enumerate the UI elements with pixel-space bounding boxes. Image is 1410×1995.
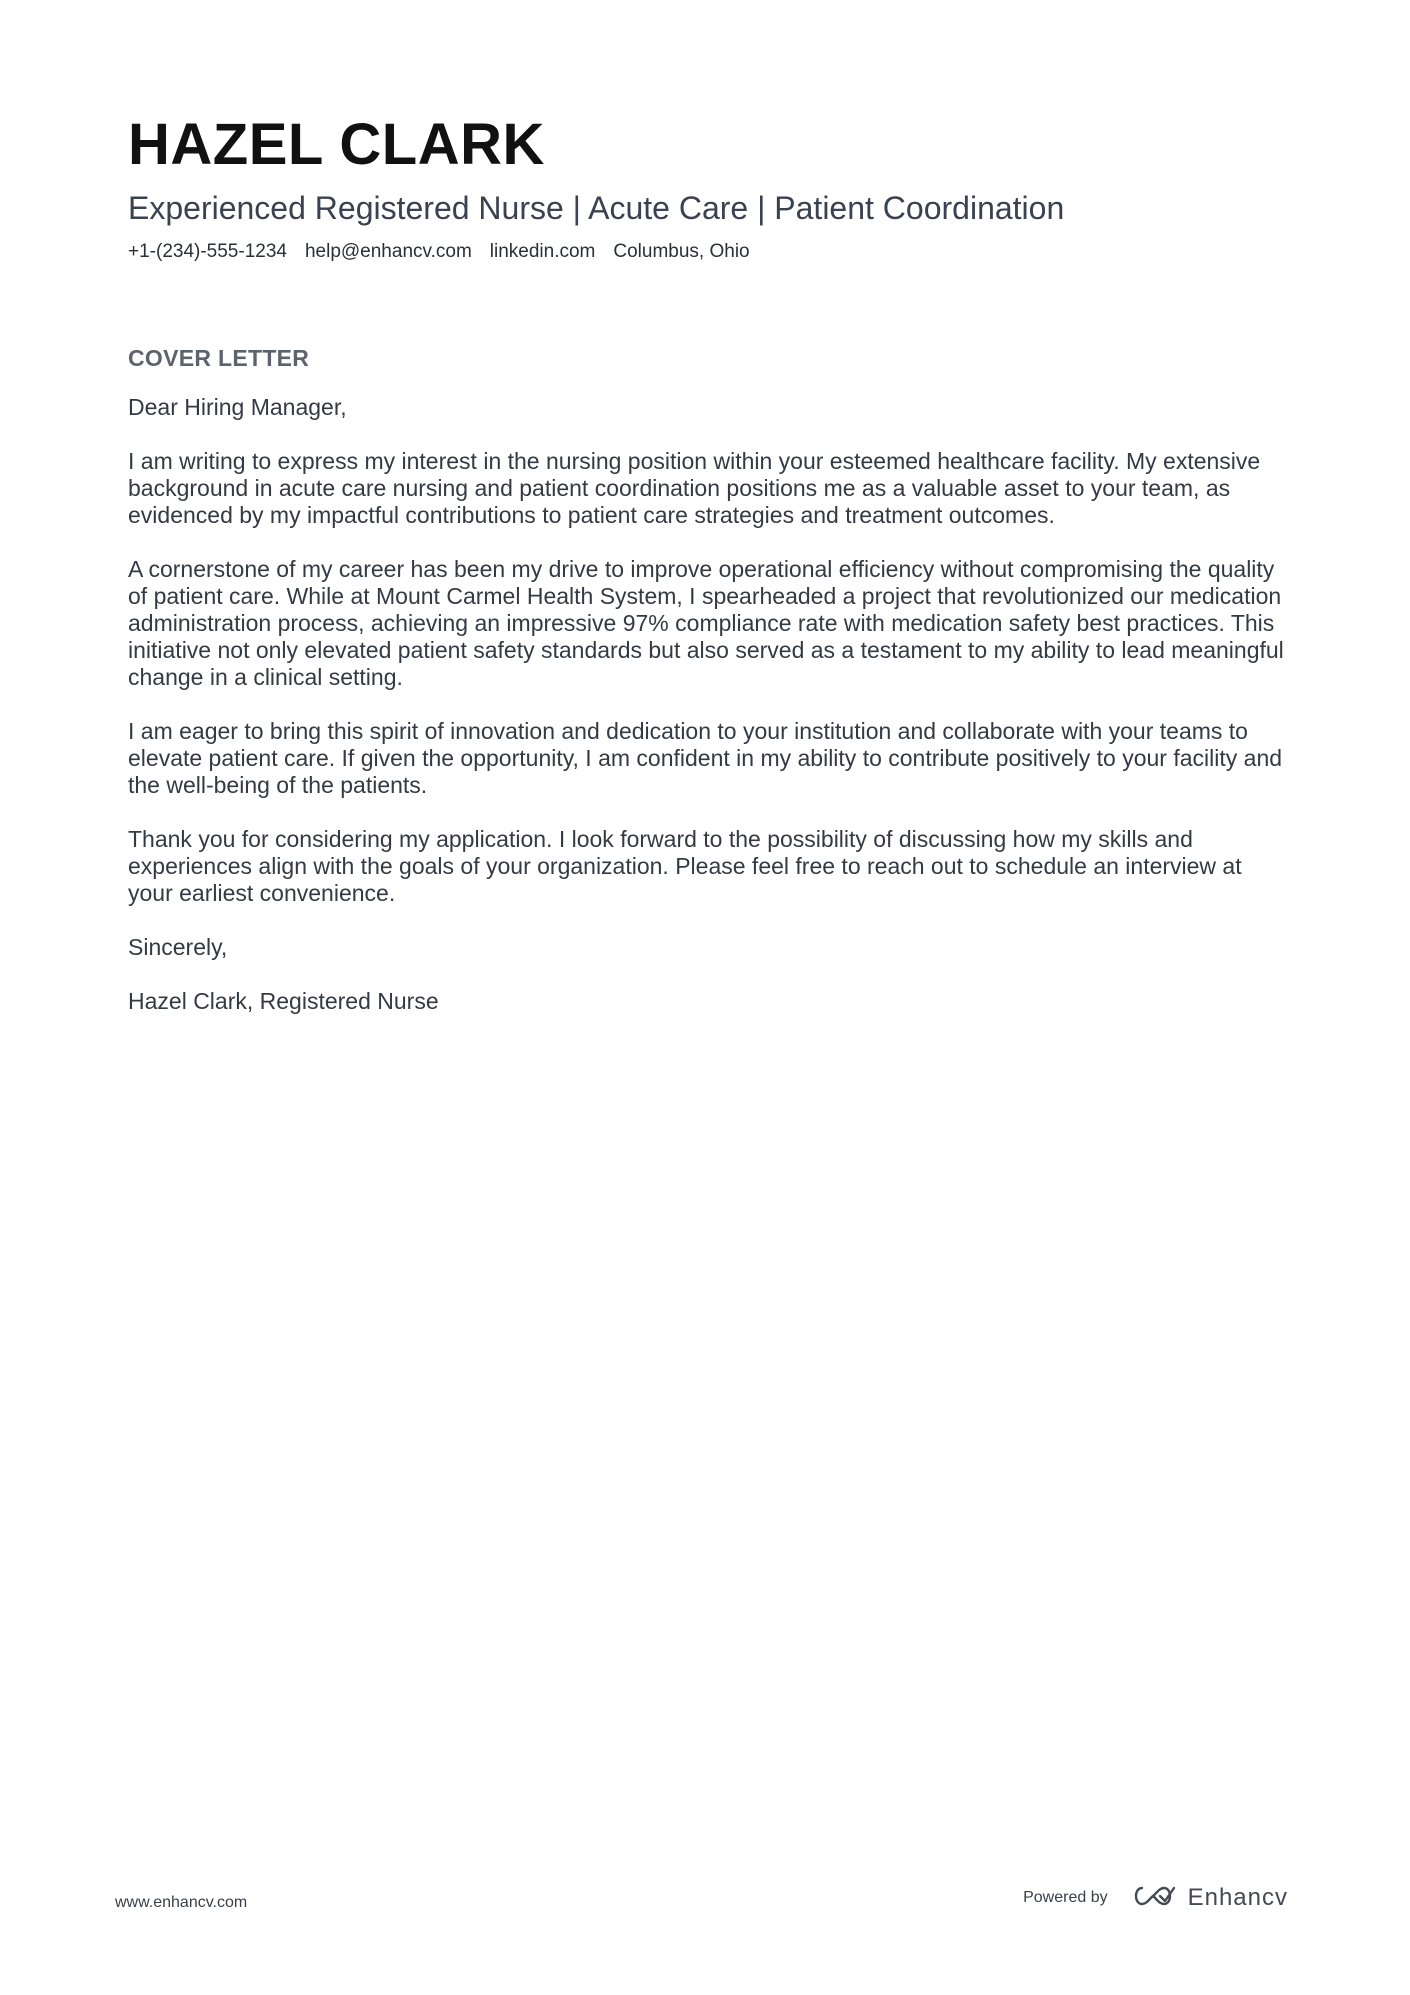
email-address[interactable]: help@enhancv.com [304, 241, 472, 262]
candidate-name: HAZEL CLARK [128, 112, 545, 177]
brand-logo[interactable] [1130, 1883, 1288, 1913]
phone-number: +1-(234)-555-1234 [128, 241, 287, 262]
linkedin-link[interactable]: linkedin.com [489, 241, 596, 262]
letter-body [128, 344, 1288, 1042]
letter-paragraph-1: I am writing to express my interest in the nursing position within your esteemed healthcare facility. My extensive background in acute care nursing and patient coordination positions me as a valuable asset to your team, as evidenced by my impactful contributions to patient care strategies and treatment outcomes. [128, 448, 1261, 528]
letter-paragraph-3: I am eager to bring this spirit of innovation and dedication to your institution and collaborate with your teams to elevate patient care. If given the opportunity, I am confident in my ability to contribute positively to your facility and the well-being of the patients. [128, 718, 1283, 798]
letter-paragraph-4: Thank you for considering my application. I look forward to the possibility of discussing how my skills and experiences align with the goals of your organization. Please feel free to reach out to schedule an interview at your earliest convenience. [128, 826, 1242, 906]
closing: Sincerely, [128, 934, 228, 960]
enhancv-logo-icon [1130, 1884, 1176, 1913]
section-title: COVER LETTER [128, 345, 310, 371]
powered-by-label: Powered by [1023, 1889, 1108, 1906]
candidate-headline: Experienced Registered Nurse | Acute Care | Patient Coordination [128, 190, 1065, 226]
footer-website-link[interactable]: www.enhancv.com [115, 1894, 248, 1911]
brand-name: Enhancv [1187, 1884, 1288, 1911]
header [128, 112, 1288, 264]
location: Columbus, Ohio [613, 241, 750, 262]
letter-paragraph-2: A cornerstone of my career has been my drive to improve operational efficiency without compromising the quality of patient care. While at Mount Carmel Health System, I spearheaded a project that revolutionized our medication administration process, achieving an impressive 97% compliance rate with medication safety best practices. This initiative not only elevated patient safety standards but also served as a testament to my ability to lead meaningful change in a clinical setting. [128, 556, 1284, 690]
footer-branding [1023, 1883, 1288, 1913]
salutation: Dear Hiring Manager, [128, 394, 347, 420]
signature: Hazel Clark, Registered Nurse [128, 988, 439, 1014]
contact-info [128, 240, 1288, 264]
